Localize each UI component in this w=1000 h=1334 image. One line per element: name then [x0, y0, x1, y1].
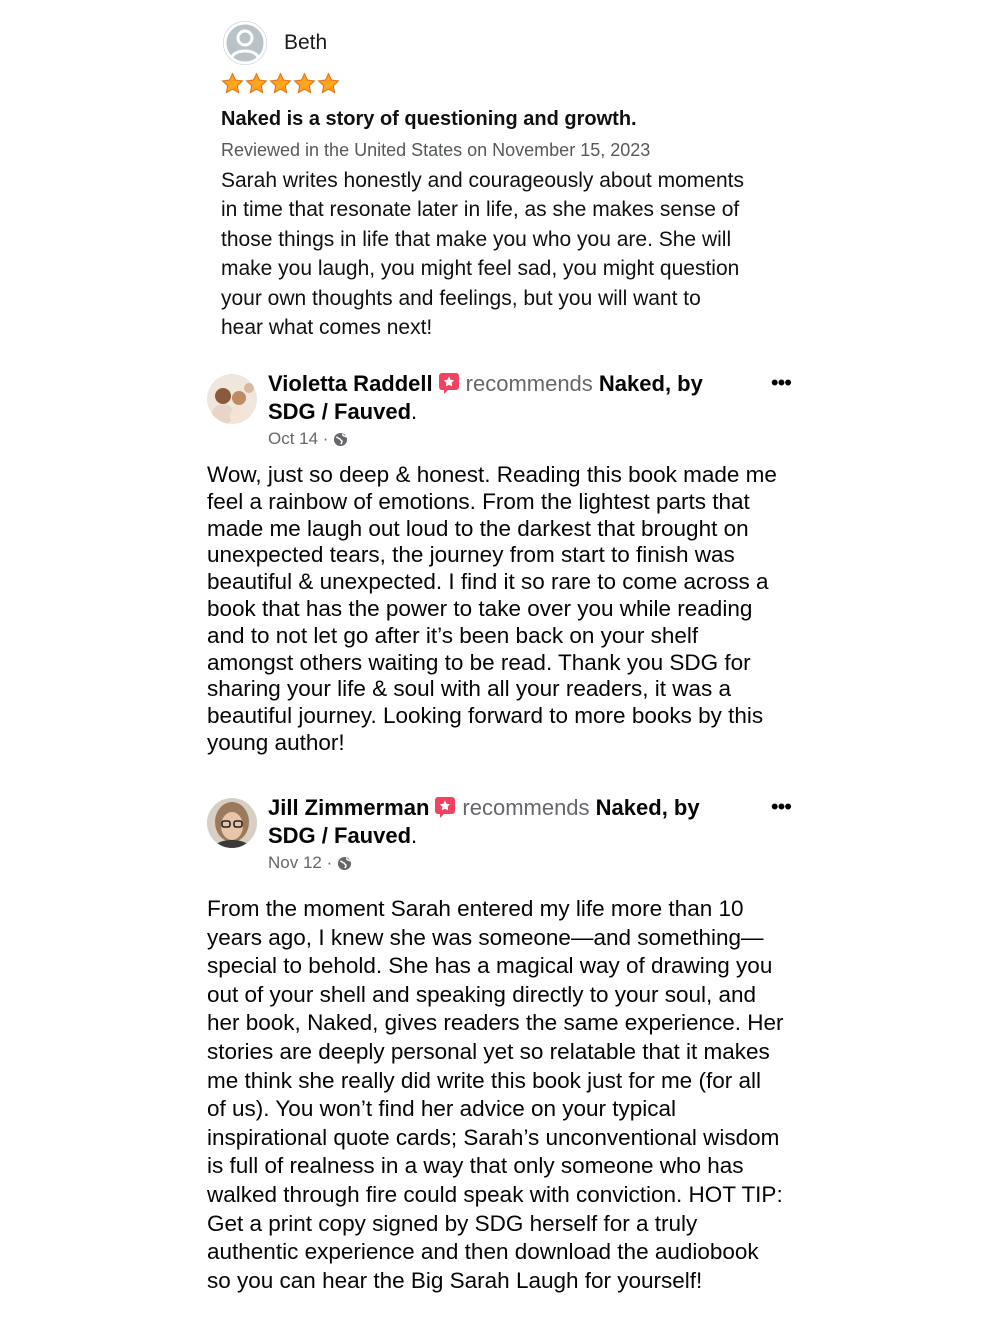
- poster-name[interactable]: Jill Zimmerman: [268, 795, 430, 820]
- star-icon: [245, 72, 268, 100]
- recommends-label: recommends: [462, 795, 590, 820]
- star-icon: [221, 72, 244, 100]
- review-title[interactable]: Naked is a story of questioning and growth.: [221, 108, 637, 130]
- star-icon: [293, 72, 316, 100]
- avatar[interactable]: [207, 798, 257, 848]
- post-date: [268, 853, 352, 873]
- recommendation-post: [207, 794, 807, 1295]
- review-body: Sarah writes honestly and courageously about moments in time that resonate later in life, as she makes sense of those things in life that make you who you are. She will make you laugh, you might feel sad, you might question your own thoughts and feelings, but you will want to hear what comes next!: [221, 169, 744, 340]
- amazon-review: [221, 18, 801, 342]
- user-silhouette-icon: [223, 21, 267, 65]
- post-headline: [268, 794, 738, 850]
- headline-period: .: [411, 823, 418, 848]
- reviewer-header: [221, 18, 801, 68]
- page-link[interactable]: Naked, by SDG / Fauved: [268, 371, 703, 424]
- recommendation-post: [207, 370, 807, 757]
- poster-name[interactable]: Violetta Raddell: [268, 371, 433, 396]
- post-date-text[interactable]: Nov 12 ·: [268, 853, 333, 872]
- globe-icon: [333, 432, 348, 447]
- avatar[interactable]: [207, 374, 257, 424]
- post-date: [268, 429, 348, 449]
- review-meta: Reviewed in the United States on November 15, 2023: [221, 140, 651, 160]
- reviewer-name[interactable]: Beth: [284, 31, 328, 54]
- more-options-icon[interactable]: •••: [770, 370, 791, 395]
- post-headline: [268, 370, 738, 426]
- star-rating: [221, 72, 801, 100]
- post-body: From the moment Sarah entered my life more than 10 years ago, I knew she was someone—and something— special to behold. She has a magical way of drawing you out of your shell and speaking directly to your soul, and her book, Naked, gives readers the same experience. Her stories are deeply personal yet so relatable that it makes me think she really did write this book just for me (for all of us). You won’t find her advice on your typical inspirational quote cards; Sarah’s unconventional wisdom is full of realness in a way that only someone who has walked through fire could speak with conviction. HOT TIP: Get a print copy signed by SDG herself for a truly authentic experience and then download the audiobook so you can hear the Big Sarah Laugh for yourself!: [207, 896, 784, 1293]
- more-options-icon[interactable]: •••: [770, 794, 791, 819]
- post-date-text[interactable]: Oct 14 ·: [268, 429, 329, 448]
- headline-period: .: [411, 399, 418, 424]
- post-header: [207, 370, 807, 450]
- globe-icon: [337, 856, 352, 871]
- post-body: Wow, just so deep & honest. Reading this book made me feel a rainbow of emotions. From the lightest parts that made me laugh out loud to the darkest that brought on unexpected tears, the journey from start to finish was beautiful & unexpected. I find it so rare to come across a book that has the power to take over you while reading and to not let go after it’s been back on your shelf amongst others waiting to be read. Thank you SDG for sharing your life & soul with all your readers, it was a beautiful journey. Looking forward to more books by this young author!: [207, 462, 777, 755]
- star-icon: [269, 72, 292, 100]
- recommend-badge-icon: [434, 796, 456, 818]
- page-link[interactable]: Naked, by SDG / Fauved: [268, 795, 700, 848]
- avatar[interactable]: [223, 21, 267, 65]
- post-header: [207, 794, 807, 874]
- star-icon: [317, 72, 340, 100]
- recommends-label: recommends: [465, 371, 593, 396]
- recommend-badge-icon: [438, 372, 460, 394]
